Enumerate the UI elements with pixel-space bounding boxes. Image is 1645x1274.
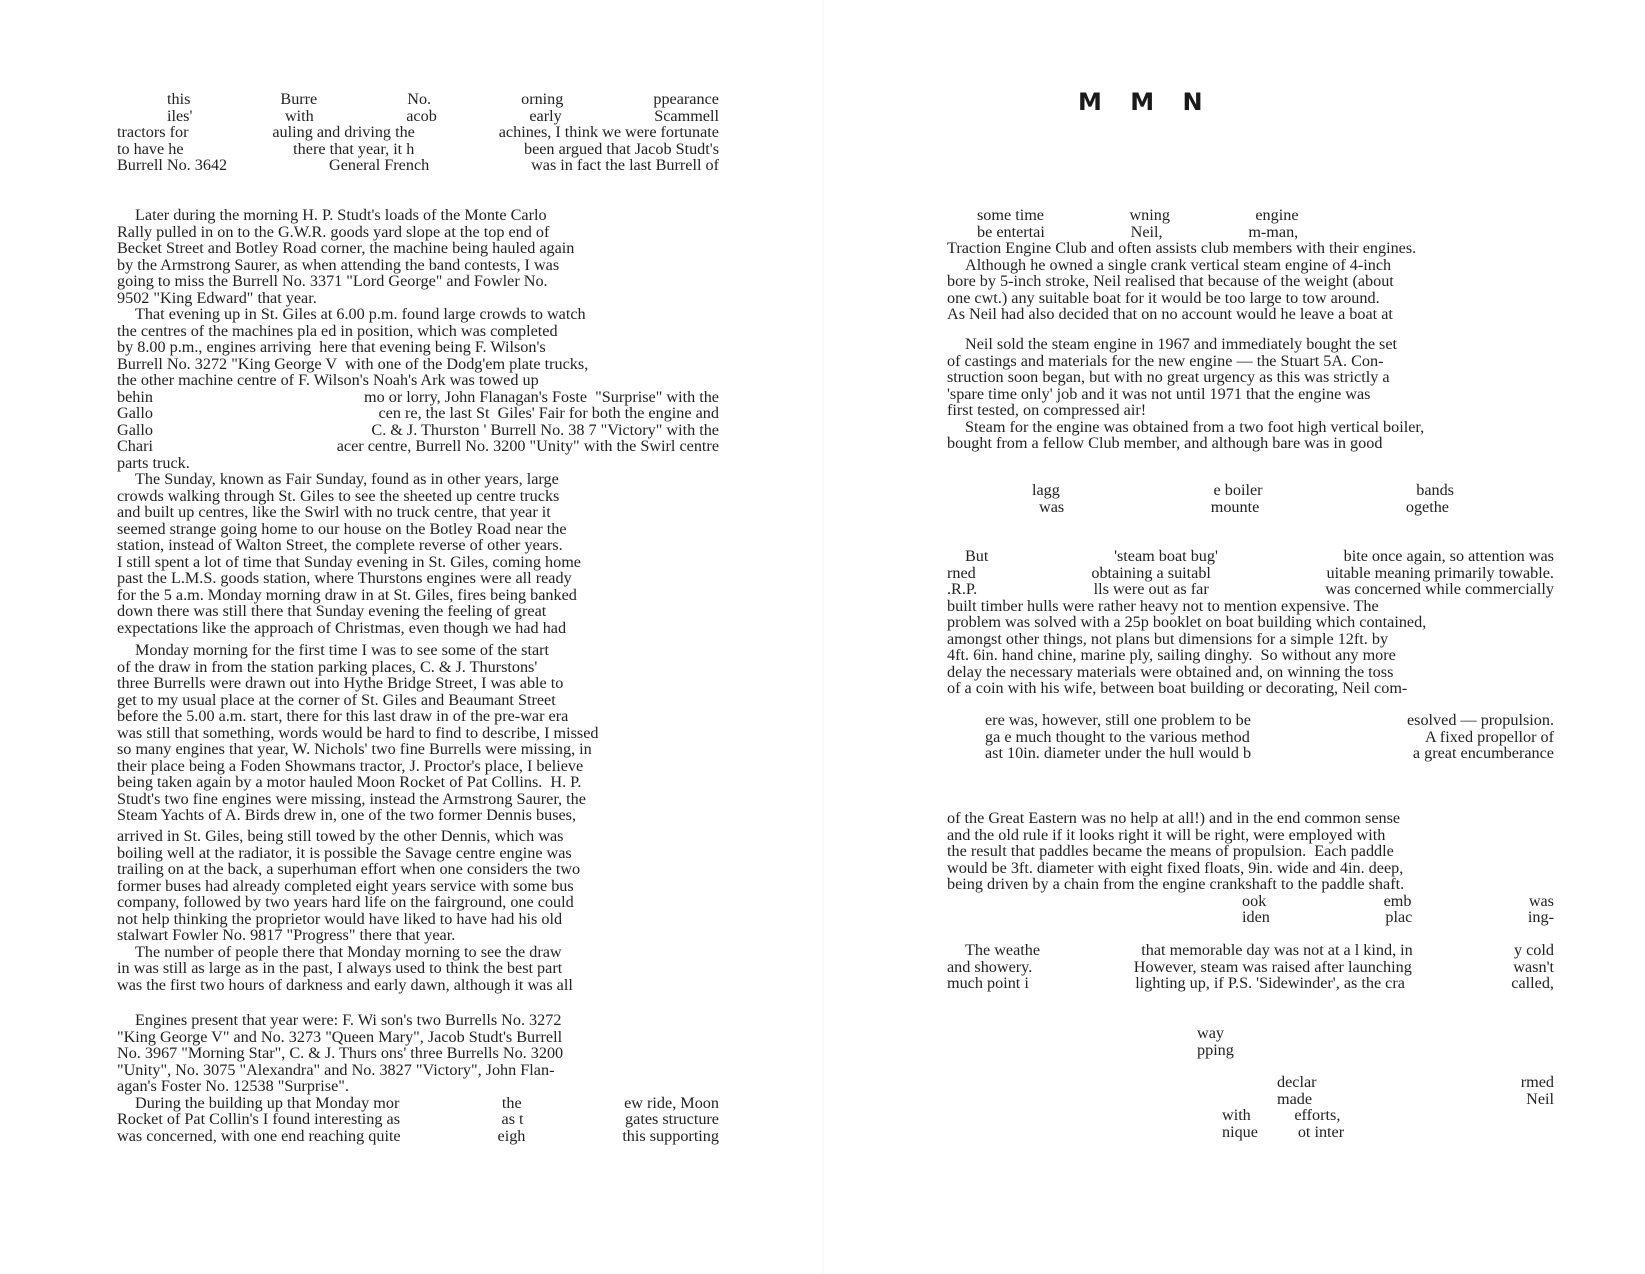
text-line	[117, 537, 719, 554]
text-line	[117, 157, 719, 174]
text-fragment: get to my usual place at the corner of St. Giles and Beaumant Street	[117, 690, 556, 709]
text-fragment: I still spent a lot of time that Sunday evening in St. Giles, coming home	[117, 552, 581, 571]
text-fragment: be entertai	[977, 222, 1045, 241]
text-fragment: engine	[1255, 206, 1299, 224]
text-fragment: first tested, on compressed air!	[947, 401, 1147, 419]
text-fragment: seemed strange going home to our house on the Botley Road near the	[117, 519, 567, 538]
text-fragment: that memorable day was not at a l kind, in	[1141, 941, 1413, 959]
text-line	[947, 827, 1554, 844]
text-line	[117, 1012, 719, 1029]
text-line	[117, 240, 719, 257]
paragraph-block	[117, 1012, 719, 1144]
text-line	[947, 419, 1554, 436]
text-fragment: by the Armstrong Saurer, as when attending the band contests, I was	[117, 255, 560, 274]
text-fragment: "King George V" and No. 3273 "Queen Mary", Jacob Studt's Burrell	[117, 1027, 563, 1046]
paragraph-block	[947, 942, 1554, 992]
text-fragment: wning	[1129, 206, 1170, 224]
text-fragment: behin	[117, 387, 153, 406]
text-line	[117, 708, 719, 725]
text-line	[117, 894, 719, 911]
text-fragment: achines, I think we were fortunate	[498, 123, 719, 141]
text-fragment: a great encumberance	[1412, 744, 1554, 762]
text-fragment: Later during the morning H. P. Studt's loads of the Monte Carlo	[135, 206, 547, 224]
text-fragment: "Unity", No. 3075 "Alexandra" and No. 3827 "Victory", John Flan-	[117, 1060, 555, 1079]
text-fragment: was still that something, words would be hard to find to describe, I missed	[117, 723, 599, 742]
paragraph-block	[117, 91, 719, 174]
text-line	[947, 565, 1554, 582]
text-line	[947, 647, 1554, 664]
text-line	[117, 224, 719, 241]
text-fragment: of the Great Eastern was no help at all!) and in the end common sense	[947, 809, 1401, 827]
text-line	[117, 725, 719, 742]
text-fragment: C. & J. Thurston ' Burrell No. 38 7 "Victory" with the	[371, 420, 719, 439]
text-line	[117, 845, 719, 862]
text-line	[117, 758, 719, 775]
text-line	[947, 959, 1554, 976]
text-line	[117, 878, 719, 895]
text-fragment: acob	[406, 106, 437, 125]
text-fragment: nique	[1222, 1122, 1258, 1141]
text-fragment: way	[1197, 1024, 1224, 1042]
text-line	[117, 911, 719, 928]
text-line	[947, 598, 1554, 615]
text-line	[117, 570, 719, 587]
text-line	[947, 745, 1554, 762]
text-fragment: Scammell	[654, 106, 719, 125]
text-line	[947, 207, 1554, 224]
paragraph-block	[947, 207, 1554, 323]
paragraph-block	[947, 1025, 1554, 1058]
text-line	[947, 257, 1554, 274]
text-line	[947, 273, 1554, 290]
text-fragment: 4ft. 6in. hand chine, marine ply, sailing dinghy. So without any more	[947, 646, 1396, 664]
text-fragment: Although he owned a single crank vertical steam engine of 4-inch	[965, 255, 1392, 274]
text-line	[947, 729, 1554, 746]
text-fragment: was in fact the last Burrell of	[531, 156, 719, 174]
text-line	[117, 438, 719, 455]
text-line	[947, 1042, 1554, 1059]
text-line	[117, 977, 719, 994]
text-line	[117, 675, 719, 692]
text-fragment: uitable meaning primarily towable.	[1326, 563, 1554, 582]
text-fragment: bite once again, so attention was	[1343, 547, 1554, 565]
text-fragment: bands	[1416, 481, 1454, 499]
text-fragment: in was still as large as in the past, I always used to think the best part	[117, 959, 563, 977]
text-fragment: lls were out as far	[1093, 580, 1209, 598]
text-line	[117, 1111, 719, 1128]
text-fragment: stalwart Fowler No. 9817 "Progress" there that year.	[117, 926, 456, 944]
text-fragment: declar	[1277, 1073, 1317, 1091]
text-line	[117, 642, 719, 659]
text-fragment: No. 3967 "Morning Star", C. & J. Thurs ons' three Burrells No. 3200	[117, 1044, 564, 1062]
text-fragment: before the 5.00 a.m. start, there for this last draw in of the pre-war era	[117, 707, 569, 725]
text-fragment: struction soon began, but with no great urgency as this was strictly a	[947, 368, 1390, 386]
text-fragment: esolved — propulsion.	[1406, 711, 1554, 729]
text-fragment: During the building up that Monday mor	[135, 1093, 400, 1112]
text-line	[117, 207, 719, 224]
text-line	[117, 405, 719, 422]
text-line	[117, 1128, 719, 1145]
text-fragment: 'steam boat bug'	[1114, 547, 1218, 565]
text-fragment: boiling well at the radiator, it is possible the Savage centre engine was	[117, 843, 572, 862]
text-line	[947, 290, 1554, 307]
text-line	[117, 659, 719, 676]
text-fragment: called,	[1511, 974, 1554, 992]
text-fragment: and showery.	[947, 957, 1033, 976]
text-line	[117, 108, 719, 125]
text-line	[117, 1078, 719, 1095]
text-fragment: the	[501, 1093, 522, 1112]
paragraph-block	[947, 810, 1554, 926]
text-fragment: pping	[1197, 1040, 1234, 1059]
text-fragment: lagg	[1032, 481, 1060, 499]
text-fragment: much point i	[947, 974, 1029, 992]
text-fragment: The weathe	[965, 941, 1041, 959]
text-fragment: going to miss the Burrell No. 3371 "Lord George" and Fowler No.	[117, 272, 548, 290]
text-fragment: for the 5 a.m. Monday morning draw in at St. Giles, fires being banked	[117, 585, 577, 604]
text-fragment: eigh	[497, 1126, 526, 1145]
text-fragment: rmed	[1520, 1073, 1554, 1091]
text-fragment: bore by 5-inch stroke, Neil realised that because of the weight (about	[947, 272, 1394, 290]
text-fragment: 'spare time only' job and it was not until 1971 that the engine was	[947, 384, 1371, 403]
text-line	[947, 909, 1554, 926]
text-fragment: Neil,	[1130, 222, 1163, 241]
text-fragment: The number of people there that Monday morning to see the draw	[135, 942, 562, 961]
text-line	[117, 692, 719, 709]
text-fragment: agan's Foster No. 12538 "Surprise".	[117, 1077, 349, 1095]
text-fragment: the other machine centre of F. Wilson's Noah's Ark was towed up	[117, 371, 539, 389]
left-page	[0, 0, 822, 1274]
text-fragment: ot inter	[1297, 1122, 1345, 1141]
text-fragment: was concerned while commercially	[1325, 580, 1554, 598]
text-fragment: Rally pulled in on to the G.W.R. goods yard slope at the top end of	[117, 222, 550, 241]
text-fragment: was	[1039, 497, 1065, 516]
text-fragment: so many engines that year, W. Nichols' two fine Burrells were missing, in	[117, 740, 592, 758]
text-line	[947, 482, 1554, 499]
paragraph-block	[117, 642, 719, 824]
text-fragment: ast 10in. diameter under the hull would b	[985, 744, 1252, 762]
text-fragment: rned	[947, 563, 976, 582]
text-line	[117, 504, 719, 521]
text-line	[947, 614, 1554, 631]
text-fragment: However, steam was raised after launching	[1133, 957, 1412, 976]
text-line	[117, 1045, 719, 1062]
text-line	[117, 141, 719, 158]
text-fragment: emb	[1383, 891, 1412, 910]
text-line	[947, 876, 1554, 893]
text-fragment: But	[965, 547, 989, 565]
text-line	[947, 860, 1554, 877]
paragraph-block	[947, 548, 1554, 697]
text-fragment: their place being a Foden Showmans tractor, J. Proctor's place, I believe	[117, 756, 584, 775]
text-fragment: Neil	[1526, 1089, 1554, 1108]
text-fragment: to have he	[117, 139, 184, 158]
text-line	[117, 554, 719, 571]
text-fragment: ew ride, Moon	[624, 1093, 719, 1112]
text-line	[947, 1025, 1554, 1042]
text-fragment: by 8.00 p.m., engines arriving here that evening being F. Wilson's	[117, 338, 546, 356]
text-fragment: e boiler	[1213, 481, 1263, 499]
text-fragment: ga e much thought to the various method	[985, 727, 1250, 746]
text-fragment: A fixed propellor of	[1424, 727, 1554, 746]
text-line	[117, 828, 719, 845]
text-fragment: was	[1528, 891, 1554, 910]
text-line	[117, 521, 719, 538]
text-line	[947, 386, 1554, 403]
text-fragment: .R.P.	[947, 580, 978, 598]
text-line	[947, 336, 1554, 353]
text-fragment: 9502 "King Edward" that year.	[117, 288, 317, 307]
text-line	[117, 1095, 719, 1112]
paragraph-block	[947, 482, 1554, 515]
text-fragment: orning	[521, 90, 564, 108]
text-fragment: General French	[329, 156, 430, 174]
text-fragment: iles'	[167, 106, 193, 125]
text-line	[117, 620, 719, 637]
text-line	[117, 356, 719, 373]
text-fragment: acer centre, Burrell No. 3200 "Unity" with the Swirl centre	[336, 437, 719, 455]
text-line	[117, 1029, 719, 1046]
paragraph-block	[117, 207, 719, 636]
text-fragment: obtaining a suitabl	[1091, 563, 1211, 582]
text-fragment: ook	[1242, 891, 1267, 910]
text-fragment: tractors for	[117, 123, 189, 141]
text-fragment: As Neil had also decided that on no account would he leave a boat at	[947, 305, 1393, 323]
text-line	[947, 402, 1554, 419]
text-fragment: being taken again by a motor hauled Moon Rocket of Pat Collins. H. P.	[117, 773, 582, 791]
paragraph-block	[947, 712, 1554, 762]
text-line	[117, 91, 719, 108]
text-line	[947, 435, 1554, 452]
text-line	[947, 680, 1554, 697]
text-fragment: past the L.M.S. goods station, where Thurstons engines were all ready	[117, 569, 572, 587]
text-fragment: with	[1222, 1106, 1251, 1124]
text-line	[117, 861, 719, 878]
text-fragment: and the old rule if it looks right it will be right, were employed with	[947, 825, 1386, 844]
text-line	[947, 240, 1554, 257]
text-fragment: iden	[1242, 908, 1270, 926]
text-fragment: Rocket of Pat Collin's I found interesting as	[117, 1110, 401, 1128]
text-line	[947, 306, 1554, 323]
text-fragment: Burrell No. 3642	[117, 156, 228, 174]
text-fragment: No.	[407, 90, 432, 108]
page-spine	[822, 0, 825, 1274]
text-line	[117, 944, 719, 961]
text-line	[947, 499, 1554, 516]
text-fragment: lighting up, if P.S. 'Sidewinder', as the cra	[1135, 974, 1405, 992]
text-fragment: y cold	[1513, 941, 1554, 959]
text-fragment: expectations like the approach of Christmas, even though we had had	[117, 618, 567, 637]
text-fragment: of castings and materials for the new engine — the Stuart 5A. Con-	[947, 351, 1384, 370]
right-page	[822, 0, 1645, 1274]
text-fragment: amongst other things, not plans but dimensions for a simple 12ft. by	[947, 629, 1389, 648]
paragraph-block	[947, 1074, 1554, 1140]
text-fragment: problem was solved with a 25p booklet on boat building which contained,	[947, 613, 1427, 631]
text-fragment: cen re, the last St Giles' Fair for both the engine and	[378, 404, 719, 422]
text-line	[947, 369, 1554, 386]
text-fragment: would be 3ft. diameter with eight fixed floats, 9in. wide and 4in. deep,	[947, 858, 1404, 877]
text-line	[947, 548, 1554, 565]
text-fragment: of a coin with his wife, between boat building or decorating, Neil com-	[947, 679, 1408, 697]
text-fragment: ere was, however, still one problem to be	[985, 711, 1251, 729]
text-fragment: auling and driving the	[272, 123, 415, 141]
text-fragment: ogethe	[1405, 497, 1449, 516]
text-line	[947, 1091, 1554, 1108]
text-fragment: was the first two hours of darkness and early dawn, although it was all	[117, 975, 573, 994]
text-fragment: wasn't	[1513, 957, 1554, 976]
text-fragment: this supporting	[622, 1126, 719, 1145]
text-line	[117, 124, 719, 141]
text-fragment: bought from a fellow Club member, and although bare was in good	[947, 434, 1383, 452]
text-line	[947, 1124, 1554, 1141]
text-fragment: been argued that Jacob Studt's	[523, 139, 719, 158]
text-line	[947, 893, 1554, 910]
paragraph-block	[947, 336, 1554, 452]
text-fragment: delay the necessary materials were obtained and, on winning the toss	[947, 662, 1394, 681]
text-fragment: there that year, it h	[293, 139, 415, 158]
text-fragment: Gallo	[117, 404, 153, 422]
text-fragment: built timber hulls were rather heavy not to mention expensive. The	[947, 596, 1379, 615]
text-fragment: former buses had already completed eight years service with some bus	[117, 876, 574, 895]
text-line	[117, 587, 719, 604]
text-line	[947, 224, 1554, 241]
text-fragment: Steam Yachts of A. Birds drew in, one of the two former Dennis buses,	[117, 806, 577, 824]
text-fragment: being driven by a chain from the engine crankshaft to the paddle shaft.	[947, 875, 1405, 893]
text-fragment: station, instead of Walton Street, the complete reverse of other years.	[117, 536, 563, 554]
text-line	[947, 1107, 1554, 1124]
text-fragment: was concerned, with one end reaching quite	[117, 1126, 401, 1145]
text-line	[117, 455, 719, 472]
text-fragment: ppearance	[653, 90, 719, 108]
text-fragment: Traction Engine Club and often assists club members with their engines.	[947, 239, 1417, 257]
text-line	[117, 774, 719, 791]
text-line	[117, 960, 719, 977]
text-line	[117, 389, 719, 406]
text-fragment: the result that paddles became the means of propulsion. Each paddle	[947, 842, 1394, 860]
text-line	[117, 306, 719, 323]
text-line	[117, 807, 719, 824]
text-line	[947, 581, 1554, 598]
text-line	[117, 273, 719, 290]
text-line	[117, 488, 719, 505]
text-line	[117, 257, 719, 274]
text-line	[117, 339, 719, 356]
text-fragment: parts truck.	[117, 453, 190, 472]
text-line	[117, 741, 719, 758]
text-fragment: The Sunday, known as Fair Sunday, found as in other years, large	[135, 470, 559, 488]
text-fragment: m-man,	[1248, 222, 1299, 241]
text-fragment: Engines present that year were: F. Wi son's two Burrells No. 3272	[135, 1011, 562, 1029]
text-fragment: mo or lorry, John Flanagan's Foste "Surprise" with the	[364, 387, 719, 406]
paragraph-block	[117, 828, 719, 993]
page-heading: M M N	[1078, 88, 1213, 116]
text-fragment: of the draw in from the station parking places, C. & J. Thurstons'	[117, 657, 538, 676]
text-fragment: this	[167, 90, 191, 108]
text-fragment: efforts,	[1294, 1106, 1341, 1124]
text-fragment: That evening up in St. Giles at 6.00 p.m. found large crowds to watch	[135, 305, 586, 323]
text-line	[947, 631, 1554, 648]
text-fragment: Burrell No. 3272 "King George V with one of the Dodg'em plate trucks,	[117, 354, 589, 373]
text-line	[947, 353, 1554, 370]
text-fragment: arrived in St. Giles, being still towed by the other Dennis, which was	[117, 827, 564, 845]
text-line	[947, 975, 1554, 992]
text-line	[947, 664, 1554, 681]
text-fragment: trailing on at the back, a superhuman effort when one considers the two	[117, 860, 581, 878]
text-fragment: gates structure	[625, 1110, 719, 1128]
text-fragment: with	[284, 106, 314, 125]
text-line	[117, 1062, 719, 1079]
text-fragment: Gallo	[117, 420, 153, 439]
text-line	[117, 603, 719, 620]
text-line	[117, 791, 719, 808]
text-fragment: Neil sold the steam engine in 1967 and immediately bought the set	[965, 335, 1398, 353]
text-fragment: Burre	[280, 90, 318, 108]
text-fragment: not help thinking the proprietor would have liked to have had his old	[117, 909, 563, 928]
text-fragment: three Burrells were drawn out into Hythe Bridge Street, I was able to	[117, 674, 564, 692]
text-fragment: and built up centres, like the Swirl with no truck centre, that year it	[117, 503, 551, 521]
text-fragment: some time	[977, 206, 1044, 224]
text-line	[117, 471, 719, 488]
text-line	[947, 712, 1554, 729]
text-line	[947, 1074, 1554, 1091]
text-fragment: one cwt.) any suitable boat for it would be too large to tow around.	[947, 288, 1380, 307]
text-line	[117, 422, 719, 439]
text-fragment: Studt's two fine engines were missing, instead the Armstrong Saurer, the	[117, 789, 586, 808]
text-fragment: Monday morning for the first time I was to see some of the start	[135, 641, 550, 659]
text-fragment: the centres of the machines pla ed in position, which was completed	[117, 321, 558, 340]
text-fragment: mounte	[1210, 497, 1260, 516]
text-fragment: as t	[501, 1110, 524, 1128]
text-line	[947, 843, 1554, 860]
text-line	[117, 290, 719, 307]
text-fragment: company, followed by two years hard life on the fairground, one could	[117, 893, 574, 911]
text-fragment: made	[1277, 1089, 1313, 1108]
text-fragment: Becket Street and Botley Road corner, the machine being hauled again	[117, 239, 575, 257]
text-fragment: early	[529, 106, 562, 125]
text-line	[947, 810, 1554, 827]
text-line	[117, 927, 719, 944]
text-fragment: crowds walking through St. Giles to see the sheeted up centre trucks	[117, 486, 560, 505]
text-fragment: Chari	[117, 437, 153, 455]
text-fragment: ing-	[1527, 908, 1554, 926]
text-fragment: down there was still there that Sunday evening the feeling of great	[117, 602, 547, 620]
text-line	[117, 323, 719, 340]
text-line	[117, 372, 719, 389]
text-fragment: plac	[1385, 908, 1413, 926]
text-fragment: Steam for the engine was obtained from a two foot high vertical boiler,	[965, 417, 1425, 436]
text-line	[947, 942, 1554, 959]
